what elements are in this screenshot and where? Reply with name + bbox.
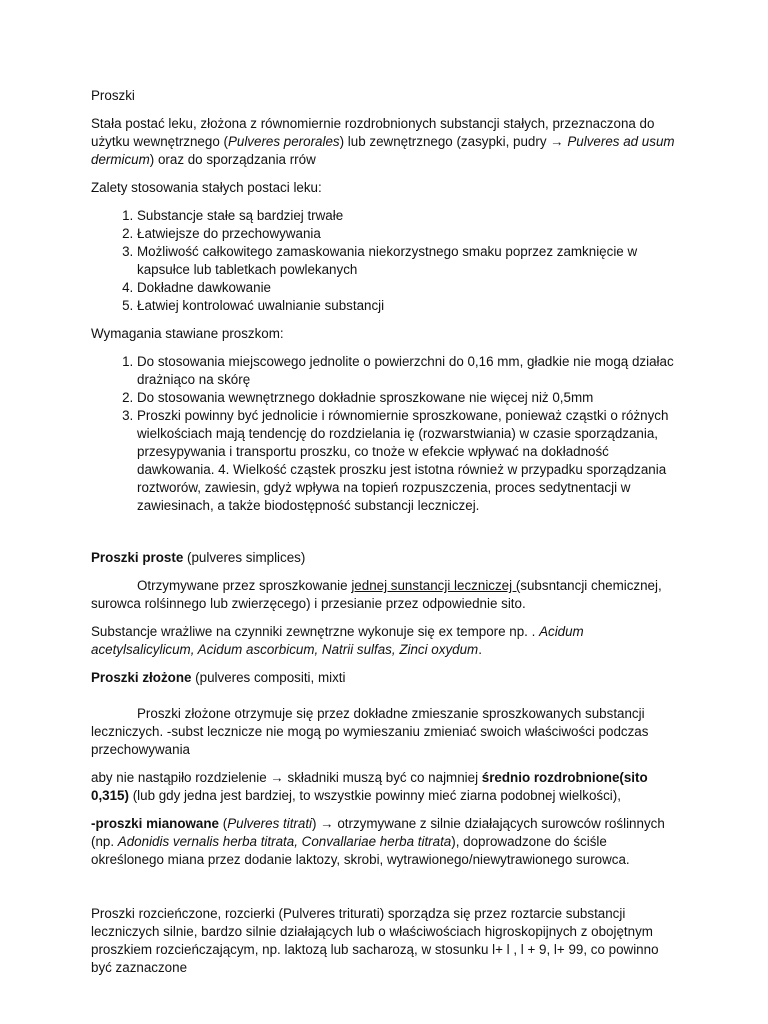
simple-heading-bold: Proszki proste: [91, 550, 184, 565]
simple-p1-text-b: subsntancji chemicznej, surowca rolśinnego lub zwierzęcego) i przesianie przez odpowiednie sito.: [91, 578, 662, 611]
intro-paragraph: [91, 115, 683, 169]
list-item: 2. Łatwiejsze do przechowywania: [137, 225, 683, 243]
intro-italic-1: Pulveres perorales: [227, 134, 340, 149]
compound-p3-bold: proszki mianowane: [95, 816, 219, 831]
requirements-heading: Wymagania stawiane proszkom:: [91, 326, 284, 341]
compound-p3-italic-2: Adonidis vernalis herba titrata, Convallariae herba titrata: [117, 834, 452, 849]
list-item: 2. Do stosowania wewnętrznego dokładnie sproszkowane nie więcej niż 0,5mm: [137, 389, 683, 407]
intro-text-3: ) oraz do sporządzania rrów: [149, 152, 316, 167]
compound-p3-text-b: ): [312, 816, 321, 831]
compound-paragraph-1: Proszki złożone otrzymuje się przez dokładne zmieszanie sproszkowanych substancji leczniczych. -subst lecznicze nie mogą po wymieszaniu zmieniać swoich właściwości podczas przechowywania: [91, 706, 649, 757]
arrow-right-icon: →: [550, 134, 564, 149]
compound-p2-text-a: aby nie nastąpiło rozdzielenie: [91, 770, 271, 785]
compound-p3-text-a: (: [219, 816, 228, 831]
arrow-right-icon: →: [320, 816, 334, 831]
compound-p3-text-c: otrzymywane z silnie działających surowców roślinnych (np.: [91, 816, 665, 849]
simple-heading-rest: (pulveres simplices): [183, 550, 306, 565]
compound-p2-text-c: (lub gdy jedna jest bardziej, to wszystkie powinny mieć ziarna podobnej wielkości),: [128, 788, 621, 803]
list-item: 1. Substancje stałe są bardziej trwałe: [137, 207, 683, 225]
compound-p3-dash: -: [91, 816, 96, 831]
simple-p1-underlined: jednej sunstancji leczniczej (: [351, 578, 521, 593]
list-item: 4. Dokładne dawkowanie: [137, 279, 683, 297]
list-item: 5. Łatwiej kontrolować uwalnianie substancji: [137, 297, 683, 315]
compound-p2-bold: średnio rozdrobnione(sito 0,315): [91, 770, 648, 803]
advantages-heading: Zalety stosowania stałych postaci leku:: [91, 180, 322, 195]
list-item: 3. Możliwość całkowitego zamaskowania niekorzystnego smaku poprzez zamknięcie w kapsułce lub tabletkach powlekanych: [137, 243, 683, 279]
diluted-powders-paragraph: Proszki rozcieńczone, rozcierki (Pulveres triturati) sporządza się przez roztarcie substancji leczniczych silnie, bardzo silnie działających lub o właściwościach higroskopijnych z obojętnym proszkiem rozcieńczającym, np. laktozą lub sacharozą, w stosunku l+ l , l + 9, l+ 99, co powinno być zaznaczone: [91, 906, 659, 975]
arrow-right-icon: →: [270, 770, 284, 785]
intro-italic-2: Pulveres ad usum dermicum: [91, 134, 675, 167]
simple-paragraph-2: [91, 623, 683, 659]
compound-p2-text-b: składniki muszą być co najmniej: [283, 770, 482, 785]
document-title: Proszki: [91, 88, 135, 103]
compound-heading-bold: Proszki złożone: [91, 670, 192, 685]
simple-p1-text-a: Otrzymywane przez sproszkowanie: [137, 578, 352, 593]
compound-paragraph-3: [91, 815, 683, 869]
simple-powders-heading: [91, 549, 683, 567]
list-item: 1. Do stosowania miejscowego jednolite o powierzchni do 0,16 mm, gładkie nie mogą działac drażniąco na skórę: [137, 353, 683, 389]
simple-paragraph-1: [91, 577, 683, 613]
simple-p2-text-b: .: [478, 642, 482, 657]
intro-text-1: Stała postać leku, złożona z równomiernie rozdrobnionych substancji stałych, przeznaczona do użytku wewnętrznego (: [91, 116, 655, 149]
intro-text-2: ) lub zewnętrznego (zasypki, pudry: [339, 134, 551, 149]
requirements-list: [91, 353, 683, 515]
advantages-list: [91, 207, 683, 315]
compound-p3-text-d: ), doprowadzone do ściśle określonego miana przez dodanie laktozy, skrobi, wytrawionego/niewytrawionego surowca.: [91, 834, 630, 867]
compound-heading-rest: (pulveres compositi, mixti: [191, 670, 346, 685]
compound-powders-heading: [91, 669, 683, 687]
simple-p2-italic: Acidum acetylsalicylicum, Acidum ascorbicum, Natrii sulfas, Zinci oxydum: [91, 624, 584, 657]
simple-p2-text-a: Substancje wrażliwe na czynniki zewnętrzne wykonuje się ex tempore np. .: [91, 624, 540, 639]
compound-p3-italic-1: Pulveres titrati: [227, 816, 313, 831]
compound-paragraph-2: [91, 769, 683, 805]
document-page: [91, 87, 683, 977]
list-item: 3. Proszki powinny być jednolicie i równomiernie sproszkowane, ponieważ cząstki o różnych wielkościach mają tendencję do rozdzielania ię (rozwarstwiania) w czasie sporządzania, przesypywania i transportu proszku, co tnoże w efekcie wpływać na dokładność dawkowania. 4. Wielkość cząstek proszku jest istotna również w przypadku sporządzania roztworów, zawiesin, gdyż wpływa na topień rozpuszczenia, proces sedytnentacji w zawiesinach, a także biodostępność substancji leczniczej.: [137, 407, 683, 515]
